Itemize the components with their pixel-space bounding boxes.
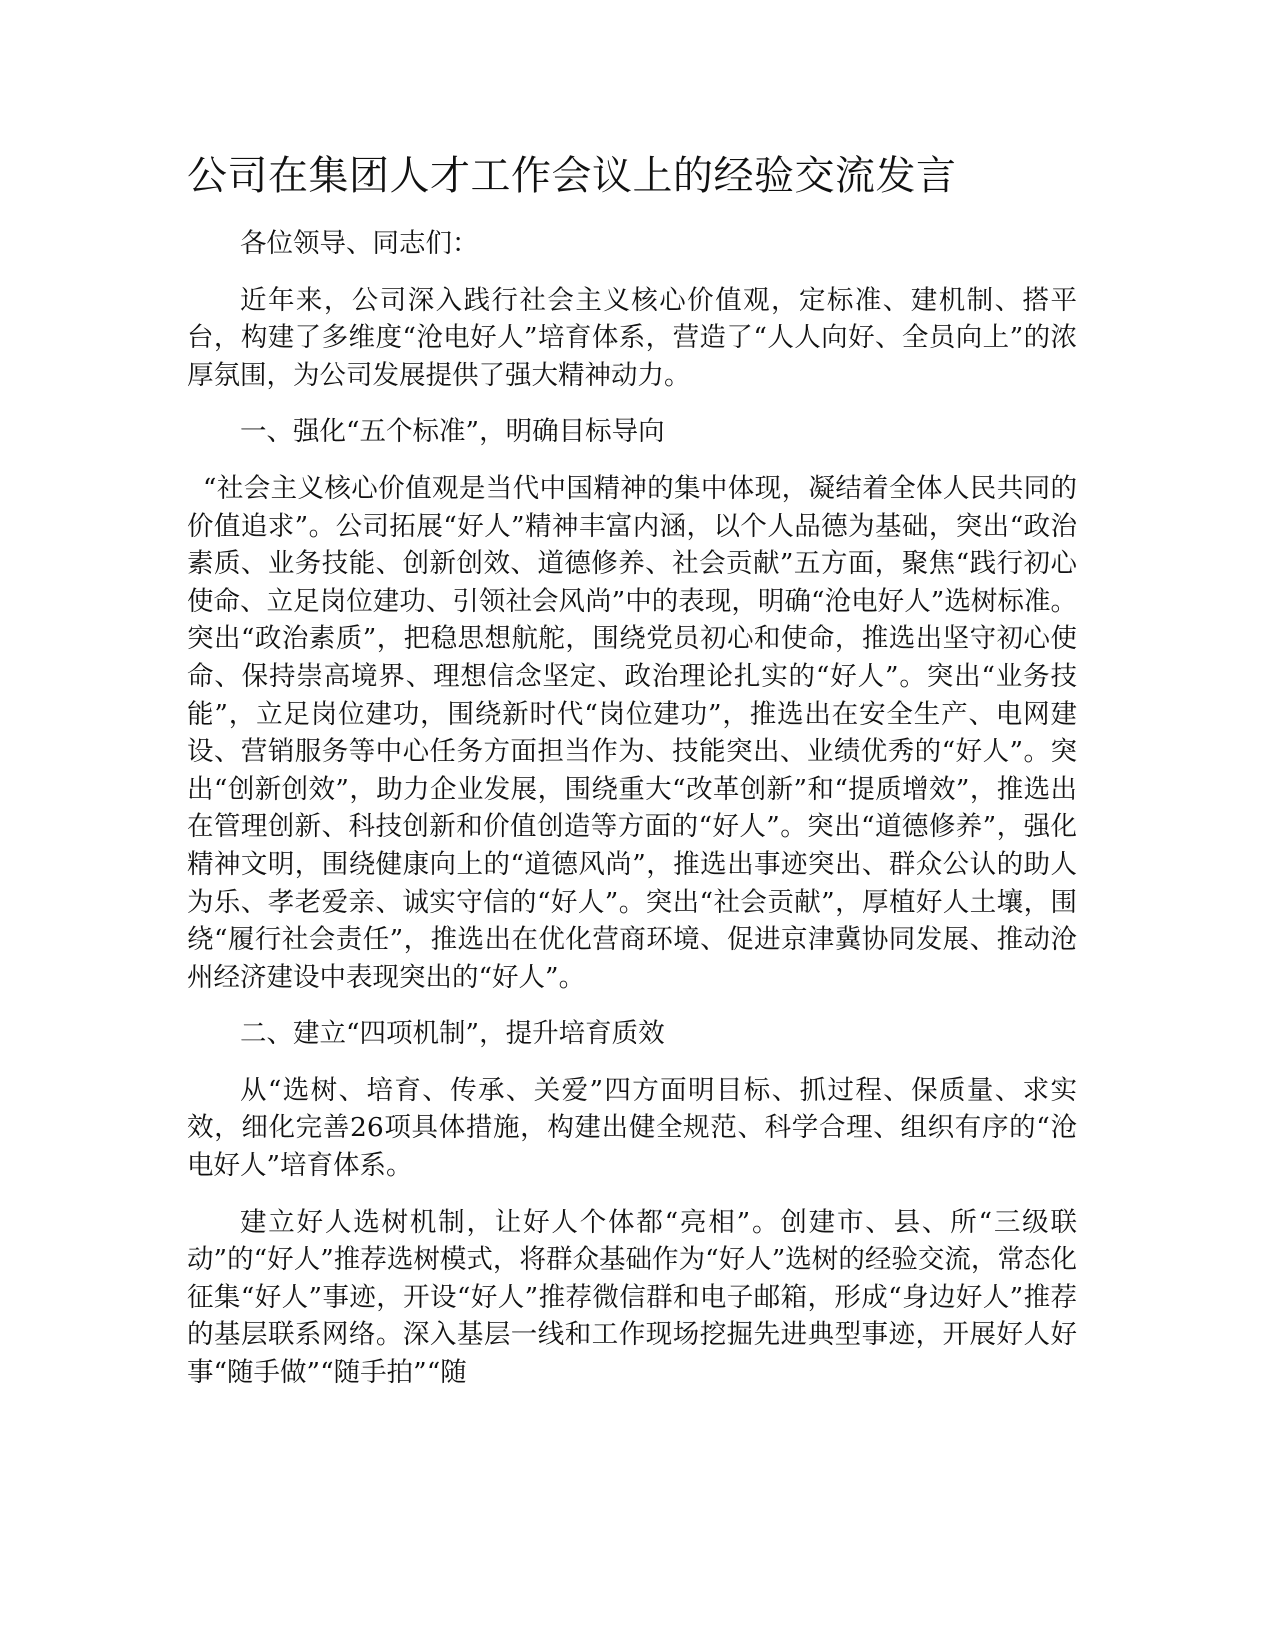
intro-paragraph: 近年来，公司深入践行社会主义核心价值观，定标准、建机制、搭平台，构建了多维度“沧电好人”培育体系，营造了“人人向好、全员向上”的浓厚氛围，为公司发展提供了强大精神动力。 (187, 284, 1077, 391)
salutation-paragraph: 各位领导、同志们： (240, 228, 479, 259)
document-body (187, 225, 1077, 1411)
document-title: 公司在集团人才工作会议上的经验交流发言 (187, 153, 957, 199)
section-heading-2: 二、建立“四项机制”，提升培育质效 (240, 1018, 665, 1050)
section-1-paragraph: “社会主义核心价值观是当代中国精神的集中体现，凝结着全体人民共同的价值追求”。公司拓展“好人”精神丰富内涵，以个人品德为基础，突出“政治素质、业务技能、创新创效、道德修养、社会贡献”五方面，聚焦“践行初心使命、立足岗位建功、引领社会风尚”中的表现，明确“沧电好人”选树标准。突出“政治素质”，把稳思想航舵，围绕党员初心和使命，推选出坚守初心使命、保持崇高境界、理想信念坚定、政治理论扎实的“好人”。突出“业务技能”，立足岗位建功，围绕新时代“岗位建功”，推选出在安全生产、电网建设、营销服务等中心任务方面担当作为、技能突出、业绩优秀的“好人”。突出“创新创效”，助力企业发展，围绕重大“改革创新”和“提质增效”，推选出在管理创新、科技创新和价值创造等方面的“好人”。突出“道德修养”，强化精神文明，围绕健康向上的“道德风尚”，推选出事迹突出、群众公认的助人为乐、孝老爱亲、诚实守信的“好人”。突出“社会贡献”，厚植好人土壤，围绕“履行社会责任”，推选出在优化营商环境、促进京津冀协同发展、推动沧州经济建设中表现突出的“好人”。 (187, 472, 1077, 993)
section-2-mechanism-paragraph: 建立好人选树机制，让好人个体都“亮相”。创建市、县、所“三级联动”的“好人”推荐选树模式，将群众基础作为“好人”选树的经验交流，常态化征集“好人”事迹，开设“好人”推荐微信群和电子邮箱，形成“身边好人”推荐的基层联系网络。深入基层一线和工作现场挖掘先进典型事迹，开展好人好事“随手做”“随手拍”“随 (187, 1206, 1077, 1389)
section-2-intro-paragraph: 从“选树、培育、传承、关爱”四方面明目标、抓过程、保质量、求实效，细化完善26项具体措施，构建出健全规范、科学合理、组织有序的“沧电好人”培育体系。 (187, 1074, 1077, 1182)
section-heading-1: 一、强化“五个标准”，明确目标导向 (240, 416, 665, 448)
